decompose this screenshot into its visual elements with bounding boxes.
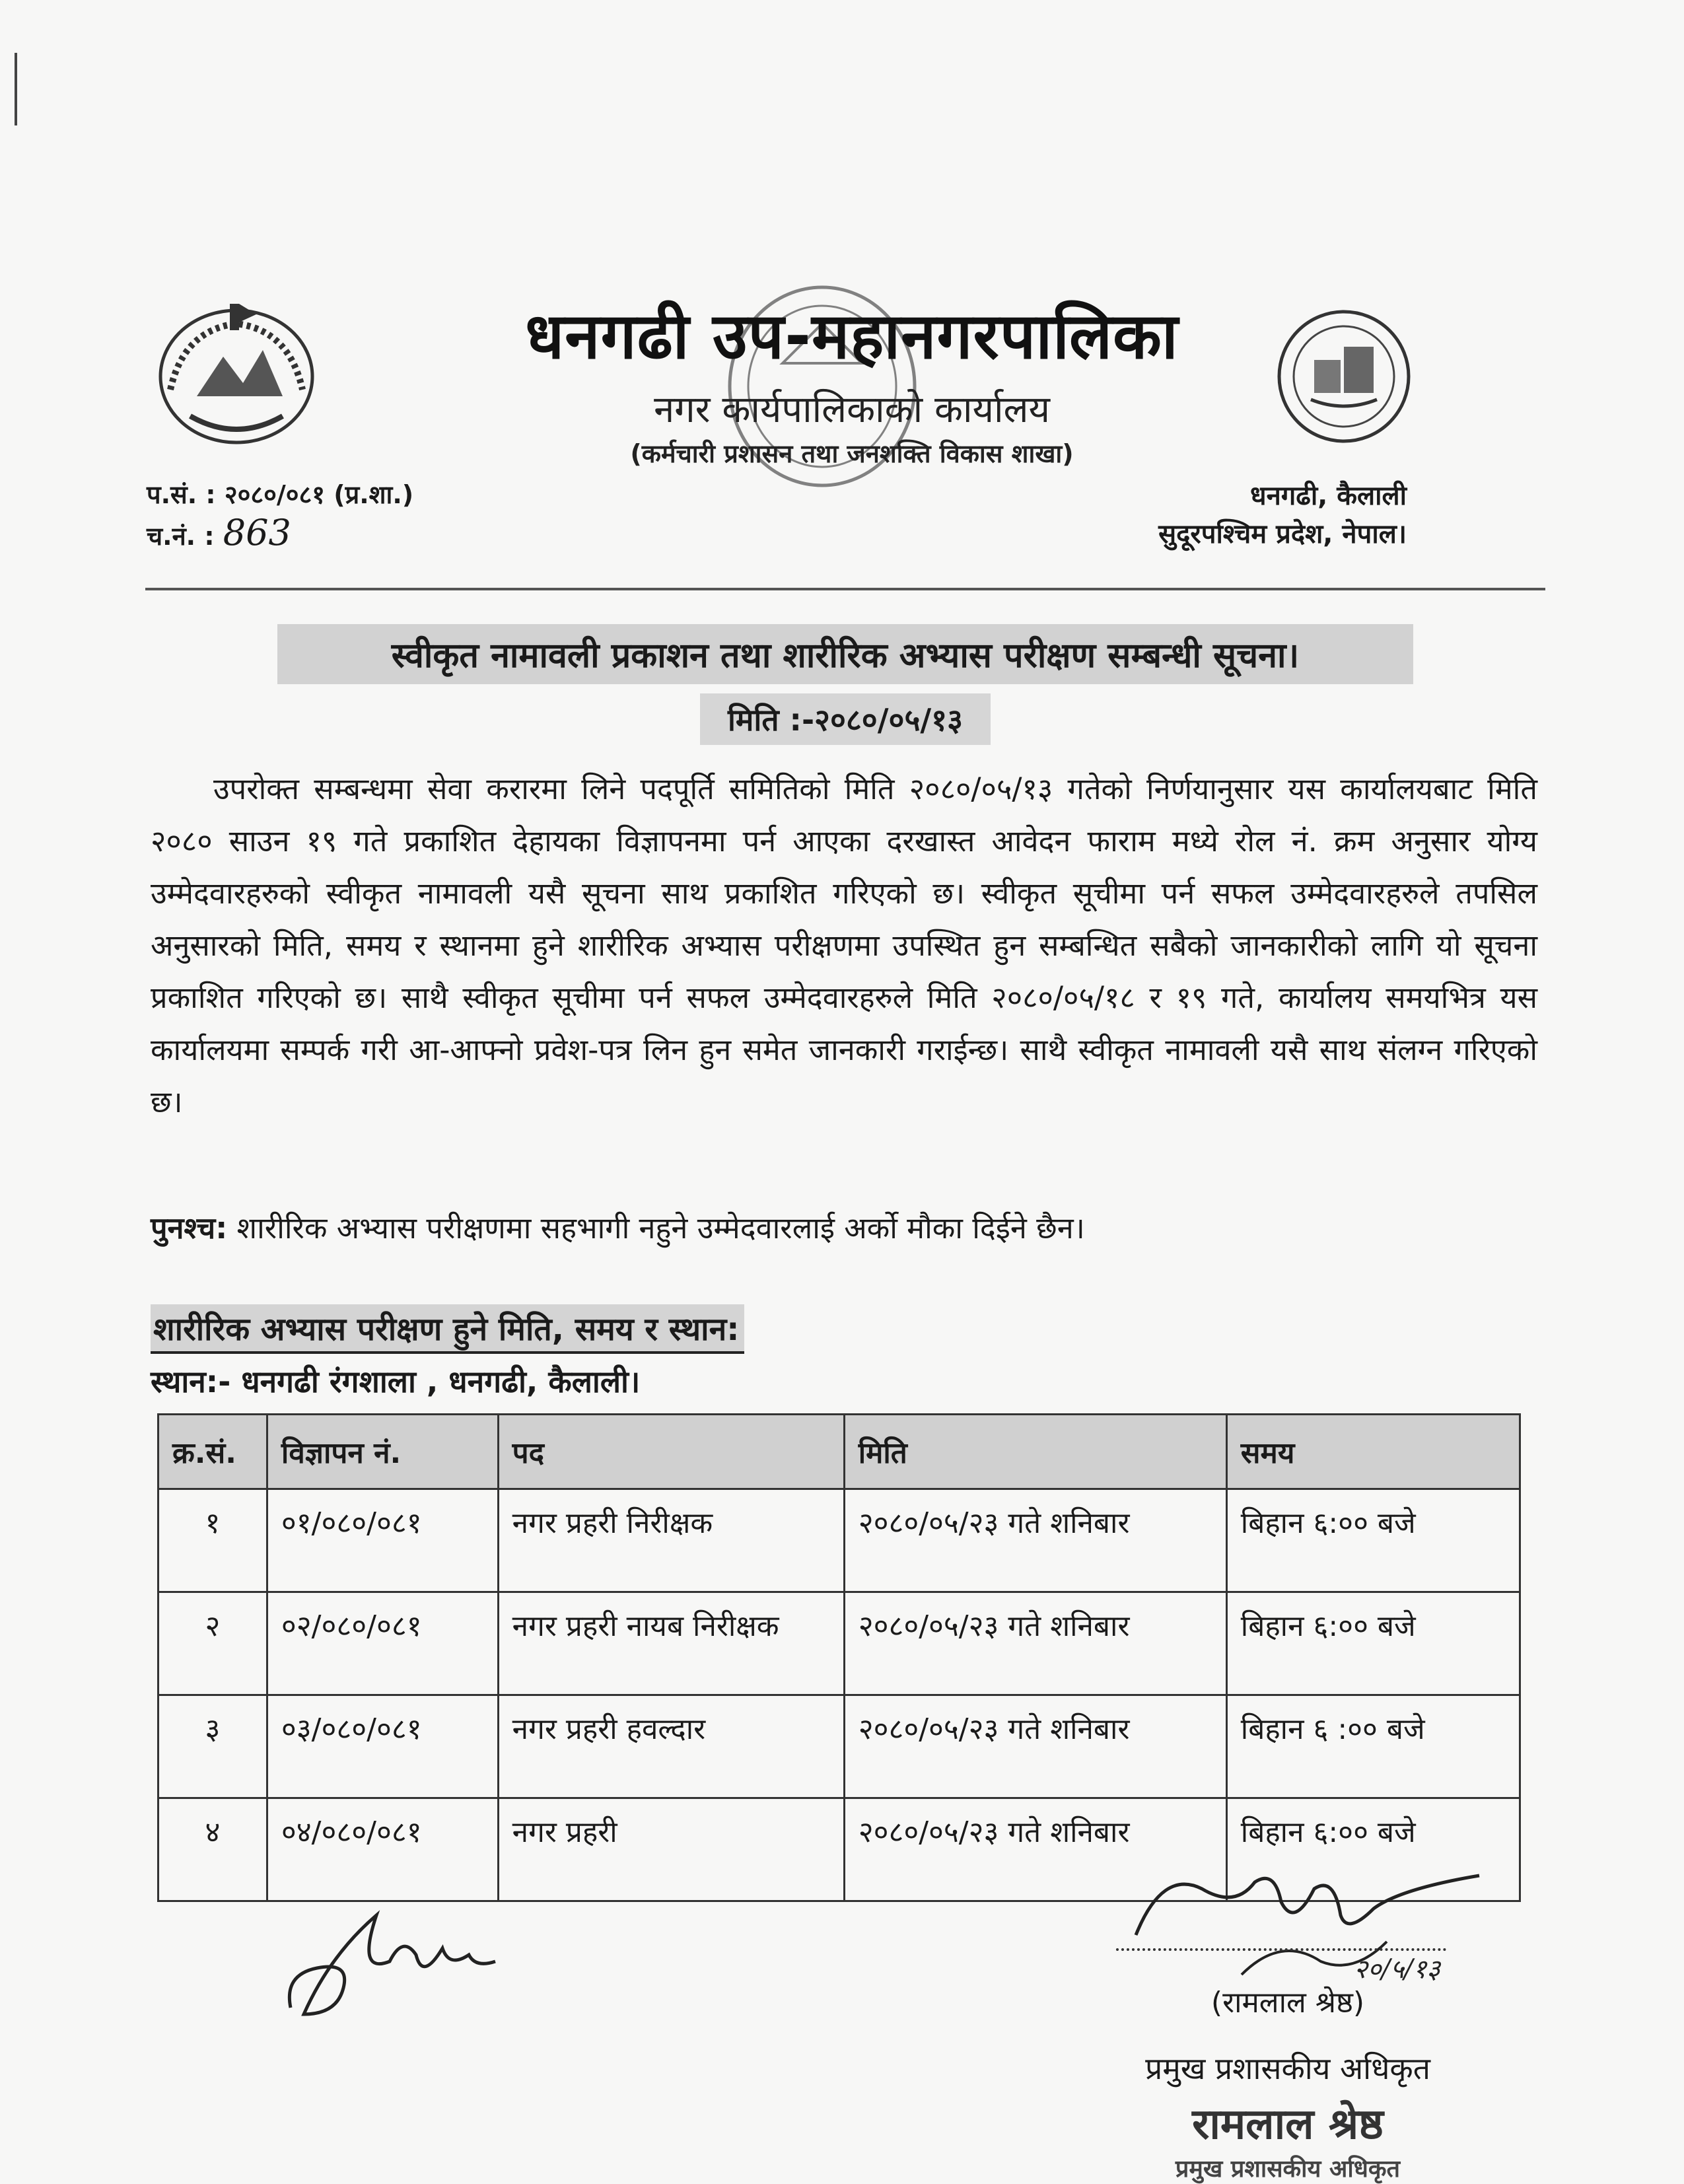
header-divider <box>145 588 1545 590</box>
stamp-title: प्रमुख प्रशासकीय अधिकृत <box>1175 2156 1401 2183</box>
notice-title: स्वीकृत नामावली प्रकाशन तथा शारीरिक अभ्यास परीक्षण सम्बन्धी सूचना। <box>277 624 1413 684</box>
dispatch-value: 863 <box>223 512 291 553</box>
cell-date: २०८०/०५/२३ गते शनिबार <box>844 1695 1226 1798</box>
stamp-name: रामलाल श्रेष्ठ <box>1192 2100 1384 2149</box>
dispatch-label: च.नं. : <box>147 522 215 551</box>
cell-post: नगर प्रहरी <box>498 1798 844 1901</box>
cell-ad-no: ०२/०८०/०८१ <box>267 1592 498 1695</box>
col-header-ad-no: विज्ञापन नं. <box>267 1415 498 1489</box>
cell-sn: १ <box>158 1489 267 1592</box>
municipality-seal-icon <box>1275 307 1413 446</box>
dispatch-number <box>147 514 413 555</box>
postscript-text: शारीरिक अभ्यास परीक्षणमा सहभागी नहुने उम्मेदवारलाई अर्को मौका दिईने छैन। <box>227 1211 1085 1246</box>
cell-time: बिहान ६ :०० बजे <box>1226 1695 1520 1798</box>
officer-signature <box>1123 1862 1492 1981</box>
reference-block <box>147 476 413 555</box>
cell-ad-no: ०१/०८०/०८१ <box>267 1489 498 1592</box>
cell-sn: ३ <box>158 1695 267 1798</box>
signature-line <box>1116 1948 1446 1951</box>
col-header-sn: क्र.सं. <box>158 1415 267 1489</box>
schedule-heading: शारीरिक अभ्यास परीक्षण हुने मिति, समय र स्थान: <box>151 1304 744 1354</box>
address-line-1: धनगढी, कैलाली <box>1249 481 1407 511</box>
address-line-2: सुदूरपश्चिम प्रदेश, नेपाल। <box>1158 519 1407 549</box>
signature-date: २०/५/१३ <box>1354 1954 1440 1981</box>
notice-body: उपरोक्त सम्बन्धमा सेवा करारमा लिने पदपूर्ति समितिको मिति २०८०/०५/१३ गतेको निर्णयानुसार यस कार्यालयबाट मिति २०८० साउन १९ गते प्रकाशित देहायका विज्ञापनमा पर्न आएका दरखास्त आवेदन फाराम मध्ये रोल नं. क्रम अनुसार योग्य उम्मेदवारहरुको स्वीकृत नामावली यसै सूचना साथ प्रकाशित गरिएको छ। स्वीकृत सूचीमा पर्न सफल उम्मेदवारहरुले तपसिल अनुसारको मिति, समय र स्थानमा हुने शारीरिक अभ्यास परीक्षणमा उपस्थित हुन सम्बन्धित सबैको जानकारीको लागि यो सूचना प्रकाशित गरिएको छ। साथै स्वीकृत सूचीमा पर्न सफल उम्मेदवारहरुले मिति २०८०/०५/१८ र १९ गते, कार्यालय समयभित्र यस कार्यालयमा सम्पर्क गरी आ-आफ्नो प्रवेश-पत्र लिन हुन समेत जानकारी गराईन्छ। साथै स्वीकृत नामावली यसै साथ संलग्न गरिएको छ। <box>151 771 1537 1119</box>
org-name: धनगढी उप-महानगरपालिका <box>525 299 1179 373</box>
nepal-emblem-icon <box>151 291 322 449</box>
cell-post: नगर प्रहरी नायब निरीक्षक <box>498 1592 844 1695</box>
cell-post: नगर प्रहरी हवल्दार <box>498 1695 844 1798</box>
postscript-label: पुनश्च: <box>151 1211 228 1246</box>
signatory-name: (रामलाल श्रेष्ठ) <box>1210 1986 1365 2020</box>
initials-signature <box>277 1876 515 2034</box>
branch-name: (कर्मचारी प्रशासन तथा जनशक्ति विकास शाखा) <box>630 439 1074 468</box>
signatory-title: प्रमुख प्रशासकीय अधिकृत <box>1145 2051 1430 2086</box>
schedule-table <box>157 1413 1521 1902</box>
col-header-time: समय <box>1226 1415 1520 1489</box>
cell-sn: ४ <box>158 1798 267 1901</box>
cell-date: २०८०/०५/२३ गते शनिबार <box>844 1798 1226 1901</box>
office-name: नगर कार्यपालिकाको कार्यालय <box>654 388 1050 431</box>
ref-number <box>147 476 413 514</box>
cell-date: २०८०/०५/२३ गते शनिबार <box>844 1489 1226 1592</box>
cell-time: बिहान ६:०० बजे <box>1226 1592 1520 1695</box>
table-row <box>158 1592 1520 1695</box>
col-header-post: पद <box>498 1415 844 1489</box>
ref-value: २०८०/०८१ (प्र.शा.) <box>224 480 414 509</box>
cell-ad-no: ०४/०८०/०८१ <box>267 1798 498 1901</box>
cell-time: बिहान ६:०० बजे <box>1226 1798 1520 1901</box>
cell-date: २०८०/०५/२३ गते शनिबार <box>844 1592 1226 1695</box>
cell-sn: २ <box>158 1592 267 1695</box>
cell-post: नगर प्रहरी निरीक्षक <box>498 1489 844 1592</box>
ref-label: प.सं. : <box>147 480 216 509</box>
table-row <box>158 1695 1520 1798</box>
scan-edge-mark <box>15 53 17 125</box>
cell-ad-no: ०३/०८०/०८१ <box>267 1695 498 1798</box>
col-header-date: मिति <box>844 1415 1226 1489</box>
office-address <box>1158 477 1407 553</box>
cell-time: बिहान ६:०० बजे <box>1226 1489 1520 1592</box>
schedule-venue: स्थान:- धनगढी रंगशाला , धनगढी, कैलाली। <box>151 1364 641 1399</box>
notice-date: मिति :-२०८०/०५/१३ <box>700 693 991 745</box>
postscript <box>151 1202 1537 1254</box>
table-row <box>158 1489 1520 1592</box>
table-header-row <box>158 1415 1520 1489</box>
